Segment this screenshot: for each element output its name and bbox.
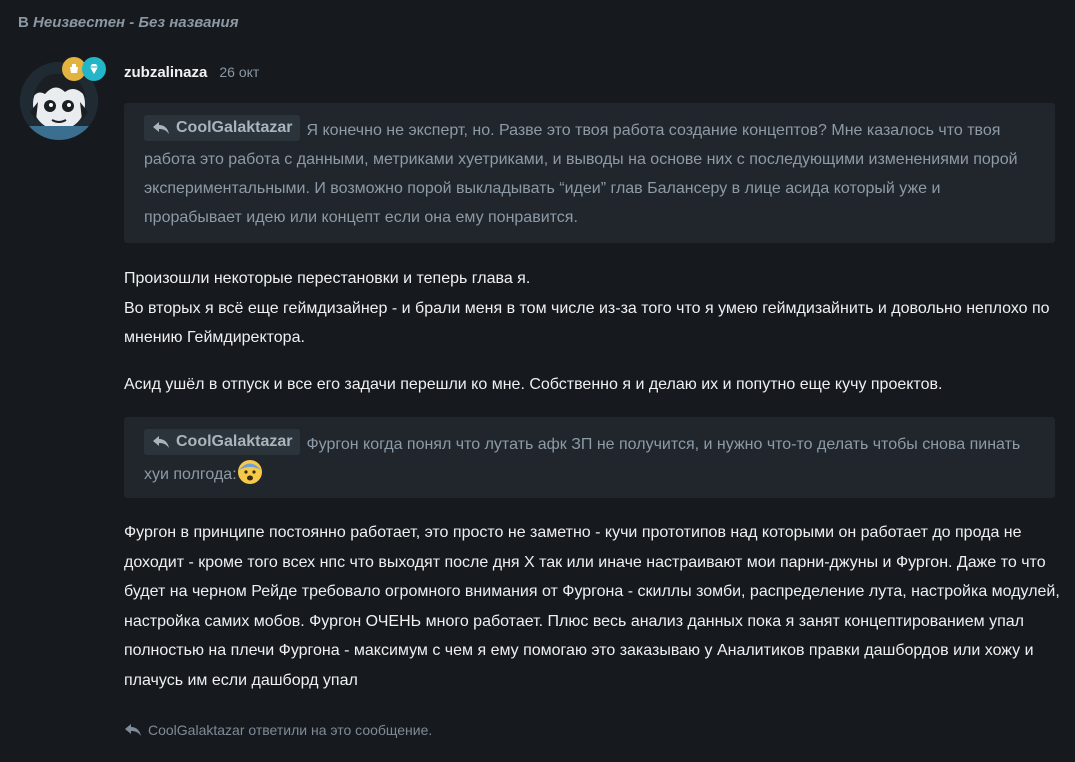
- reply-icon: [152, 121, 170, 135]
- quote-author: CoolGalaktazar: [176, 119, 293, 136]
- replies-footer-text: CoolGalaktazar ответили на это сообщение.: [148, 722, 433, 738]
- quote-block: [124, 103, 1055, 243]
- reply-icon: [152, 435, 170, 449]
- reply-paragraph: Асид ушёл в отпуск и все его задачи перешли ко мне. Собственно я и делаю их и попутно еще кучу проектов.: [124, 376, 943, 393]
- reply-line: Во вторых я всё еще геймдизайнер - и брали меня в том числе из-за того что я умею геймдизайнить и довольно неплохо по мнению Геймдиректора.: [124, 299, 1050, 346]
- reply-text-1: [124, 264, 1064, 353]
- replies-footer[interactable]: [124, 722, 432, 738]
- quote-author-link[interactable]: [144, 429, 300, 455]
- quote-text: Я конечно не эксперт, но. Разве это твоя работа создание концептов? Мне казалось что твоя работа это работа с данными, метриками хуетриками, и выводы на основе них с последующими изменениями порой экспериментальными. И возможно порой выкладывать “идеи” глав Балансеру в лице асида который уже и прорабывает идею или концепт если она ему понравится.: [144, 122, 1018, 226]
- reply-icon: [124, 723, 142, 737]
- reply-paragraph: Фургон в принципе постоянно работает, это просто не заметно - кучи прототипов над которыми он работает до прода не доходит - кроме того всех нпс что выходят после дня X так или иначе настраивают мои парни-джуны и Фургон. Даже то что будет на черном Рейде требовало огромного внимания от Фургона - скиллы зомби, распределение лута, настройка модулей, настройка самих мобов. Фургон ОЧЕНЬ много работает. Плюс весь анализ данных пока я занят концептированием упал полностью на плечи Фургона - максимум с чем я ему помогаю это заказываю у Аналитиков правки дашбордов или хожу и плачусь им если дашборд упал: [124, 524, 1060, 689]
- diamond-badge-icon[interactable]: [82, 57, 106, 81]
- quote-block: [124, 417, 1055, 498]
- quote-author: CoolGalaktazar: [176, 433, 293, 450]
- quote-text: Фургон когда понял что лутать афк ЗП не получится, и нужно что-то делать чтобы снова пинать хуи полгода:: [144, 436, 1021, 483]
- reply-text-3: [124, 518, 1064, 695]
- avatar-container[interactable]: [20, 62, 100, 142]
- reply-text-2: [124, 370, 1064, 400]
- anxious-face-icon: [237, 459, 263, 485]
- breadcrumb: [18, 14, 239, 31]
- breadcrumb-location[interactable]: Неизвестен - Без названия: [33, 14, 239, 31]
- reply-line: Произошли некоторые перестановки и теперь глава я.: [124, 270, 531, 287]
- post-header: [124, 64, 259, 81]
- post-date[interactable]: 26 окт: [219, 64, 260, 80]
- quote-author-link[interactable]: [144, 115, 300, 141]
- breadcrumb-prefix: В: [18, 14, 29, 31]
- username[interactable]: zubzalinaza: [124, 64, 208, 81]
